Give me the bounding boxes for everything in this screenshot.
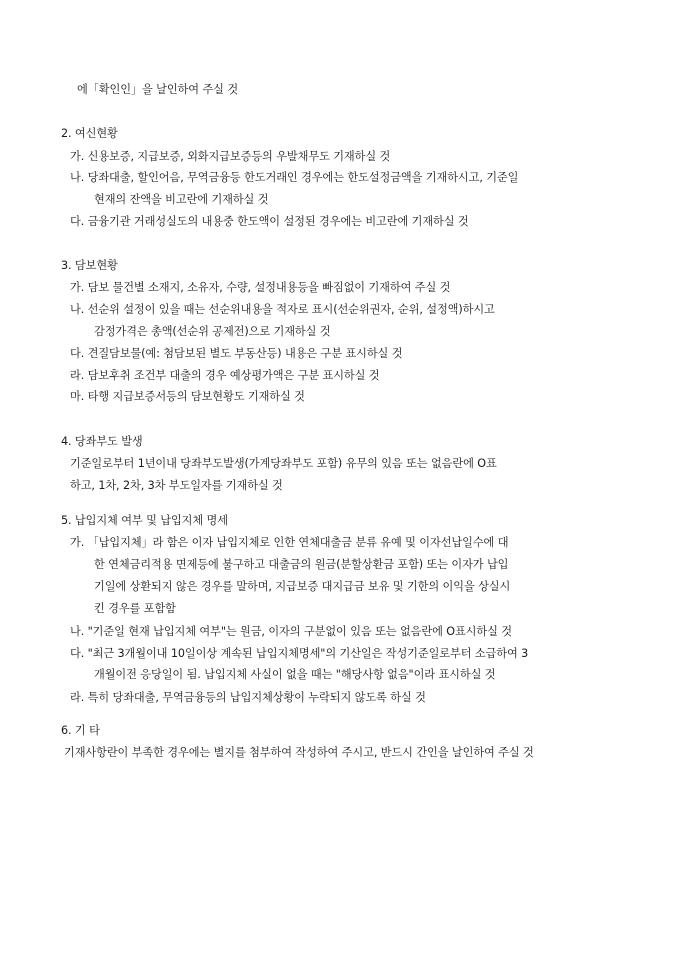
- intro-line: 에「확인인」을 날인하여 주실 것: [77, 83, 239, 96]
- section-6-line-1: 기재사항란이 부족한 경우에는 별지를 첨부하여 작성하여 주시고, 반드시 간인을 날인하여 주실 것: [64, 746, 534, 759]
- section-2-item-a: 가. 신용보증, 지급보증, 외화지급보증등의 우발채무도 기재하실 것: [70, 150, 391, 163]
- section-3-item-e: 마. 타행 지급보증서등의 담보현황도 기재하실 것: [70, 390, 305, 403]
- section-2-item-b: 나. 당좌대출, 할인어음, 무역금융등 한도거래인 경우에는 한도설정금액을 기재하시고, 기준일: [70, 171, 519, 184]
- section-5-item-d: 라. 특히 당좌대출, 무역금융등의 납입지체상황이 누락되지 않도록 하실 것: [70, 691, 426, 704]
- section-5-item-a: 가. 「납입지체」라 함은 이자 납입지체로 인한 연체대출금 분류 유예 및 이자선납일수에 대: [70, 536, 509, 549]
- section-2-item-b-cont: 현재의 잔액을 비고란에 기재하실 것: [94, 193, 269, 206]
- section-3-item-c: 다. 견질담보물(예: 첨담보된 별도 부동산등) 내용은 구분 표시하실 것: [70, 347, 403, 360]
- section-5-item-a-cont-3: 킨 경우를 포함함: [94, 602, 176, 615]
- section-3-item-b: 나. 선순위 설정이 있을 때는 선순위내용을 적자로 표시(선순위권자, 순위, 설정액)하시고: [70, 303, 495, 316]
- section-title-payment-delay: 5. 납입지체 여부 및 납입지체 명세: [61, 514, 228, 527]
- section-5-item-c-cont: 개월이전 응당일이 됨. 납입지체 사실이 없을 때는 "해당사항 없음"이라 표시하실 것: [94, 668, 496, 681]
- section-title-other: 6. 기 타: [61, 724, 100, 737]
- section-title-credit-status: 2. 여신현황: [61, 127, 118, 140]
- section-3-item-b-cont: 감정가격은 총액(선순위 공제전)으로 기재하실 것: [94, 325, 331, 338]
- section-3-item-d: 라. 담보후취 조건부 대출의 경우 예상평가액은 구분 표시하실 것: [70, 369, 380, 382]
- section-3-item-a: 가. 담보 물건별 소재지, 소유자, 수량, 설정내용등을 빠짐없이 기재하여 주실 것: [70, 281, 451, 294]
- section-title-dishonored-checks: 4. 당좌부도 발생: [61, 435, 143, 448]
- section-5-item-c: 다. "최근 3개월이내 10일이상 계속된 납입지체명세"의 기산일은 작성기준일로부터 소급하여 3: [70, 647, 529, 660]
- section-title-collateral-status: 3. 담보현황: [61, 259, 118, 272]
- section-5-item-a-cont-1: 한 연체금리적용 면제등에 불구하고 대출금의 원금(분할상환금 포함) 또는 이자가 납입: [94, 558, 509, 571]
- section-4-line-1: 기준일로부터 1년이내 당좌부도발생(가계당좌부도 포함) 유무의 있음 또는 없음란에 O표: [70, 457, 497, 470]
- section-5-item-a-cont-2: 기일에 상환되지 않은 경우를 말하며, 지급보증 대지급금 보유 및 기한의 이익을 상실시: [94, 580, 511, 593]
- section-2-item-c: 다. 금융기관 거래성실도의 내용중 한도액이 설정된 경우에는 비고란에 기재하실 것: [70, 215, 469, 228]
- section-5-item-b: 나. "기준일 현재 납입지체 여부"는 원금, 이자의 구분없이 있음 또는 없음란에 O표시하실 것: [70, 625, 512, 638]
- section-4-line-2: 하고, 1차, 2차, 3차 부도일자를 기재하실 것: [70, 479, 283, 492]
